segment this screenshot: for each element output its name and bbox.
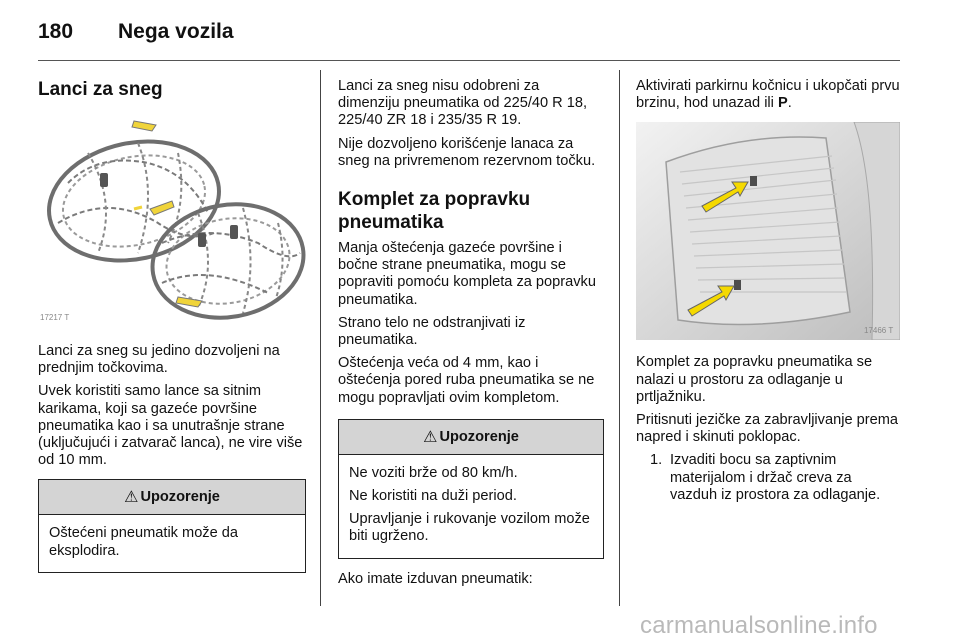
list-item: [650, 452, 900, 504]
warning-body: [339, 455, 603, 558]
step-number: 1.: [650, 452, 663, 469]
paragraph: Pritisnuti jezičke za zabravljivanje prema napred i skinuti poklopac.: [636, 412, 898, 446]
warning-text: Ne voziti brže od 80 km/h.: [349, 464, 518, 481]
step-text: Izvaditi bocu sa zaptivnim materijalom i držač creva za vazduh iz prostora za odlaganje.: [670, 452, 881, 503]
paragraph: Oštećenja veća od 4 mm, kao i oštećenja pored ruba pneumatika se ne mogu popravljati ovim kompletom.: [338, 355, 595, 406]
warning-title: Upozorenje: [439, 428, 519, 445]
paragraph: Uvek koristiti samo lance sa sitnim karikama, koji sa gazeće površine pneumatika kao i sa unutrašnje strane (uključujući i zatvarač lanca), ne vire više od 10 mm.: [38, 383, 303, 469]
snow-chains-illustration: [38, 113, 306, 325]
warning-box: [38, 479, 306, 572]
warning-body: [39, 515, 305, 571]
chapter-title: Nega vozila: [118, 20, 234, 43]
paragraph-text-end: .: [787, 95, 792, 112]
warning-header: [39, 480, 305, 515]
watermark: carmanualsonline.info: [640, 612, 878, 639]
paragraph: Nije dozvoljeno korišćenje lanaca za sneg na privremenom rezervnom točku.: [338, 135, 596, 169]
column-divider: [619, 70, 620, 606]
paragraph: Ako imate izduvan pneumatik:: [338, 570, 533, 587]
trunk-compartment-drawing: [636, 122, 900, 340]
column-3: [636, 70, 900, 504]
warning-title: Upozorenje: [140, 489, 220, 506]
gear-key-label: P: [777, 95, 788, 112]
section-heading-tire-repair-kit: Komplet za popravku pneumatika: [338, 189, 531, 234]
page-header: [38, 12, 900, 48]
paragraph-text: Aktivirati parkirnu kočnicu i ukopčati prvu brzinu, hod unazad ili: [636, 78, 900, 112]
header-rule: [38, 60, 900, 61]
steps-list: [636, 452, 900, 504]
section-heading-snow-chains: Lanci za sneg: [38, 79, 163, 100]
page-number: 180: [38, 20, 74, 43]
paragraph: Komplet za popravku pneumatika se nalazi u prostoru za odlaganje u prtljažniku.: [636, 354, 873, 405]
warning-text: Oštećeni pneumatik može da eksplodira.: [49, 525, 239, 559]
column-divider: [320, 70, 321, 606]
paragraph: Manja oštećenja gazeće površine i bočne strane pneumatika, mogu se popraviti pomoću kompleta za popravku pneumatika.: [338, 240, 596, 308]
warning-box: [338, 419, 604, 559]
trunk-compartment-illustration: [636, 122, 900, 340]
warning-icon: ⚠: [124, 489, 139, 507]
figure-code: 17217 T: [40, 313, 70, 322]
column-2: [338, 70, 604, 594]
warning-header: [339, 420, 603, 455]
figure-code: 17466 T: [864, 326, 894, 336]
paragraph-parking-brake: [636, 78, 900, 112]
warning-text: Ne koristiti na duži period.: [349, 488, 517, 505]
snow-chains-drawing: [38, 113, 306, 325]
paragraph: Strano telo ne odstranjivati iz pneumatika.: [338, 314, 526, 349]
warning-icon: ⚠: [423, 428, 438, 446]
paragraph: Lanci za sneg nisu odobreni za dimenziju pneumatika od 225/40 R 18, 225/40 ZR 18 i 235/35 R 19.: [338, 78, 588, 129]
column-1: [38, 70, 306, 573]
paragraph: Lanci za sneg su jedino dozvoljeni na prednjim točkovima.: [38, 343, 280, 377]
warning-text: Upravljanje i rukovanje vozilom može biti ugrženo.: [349, 511, 590, 545]
